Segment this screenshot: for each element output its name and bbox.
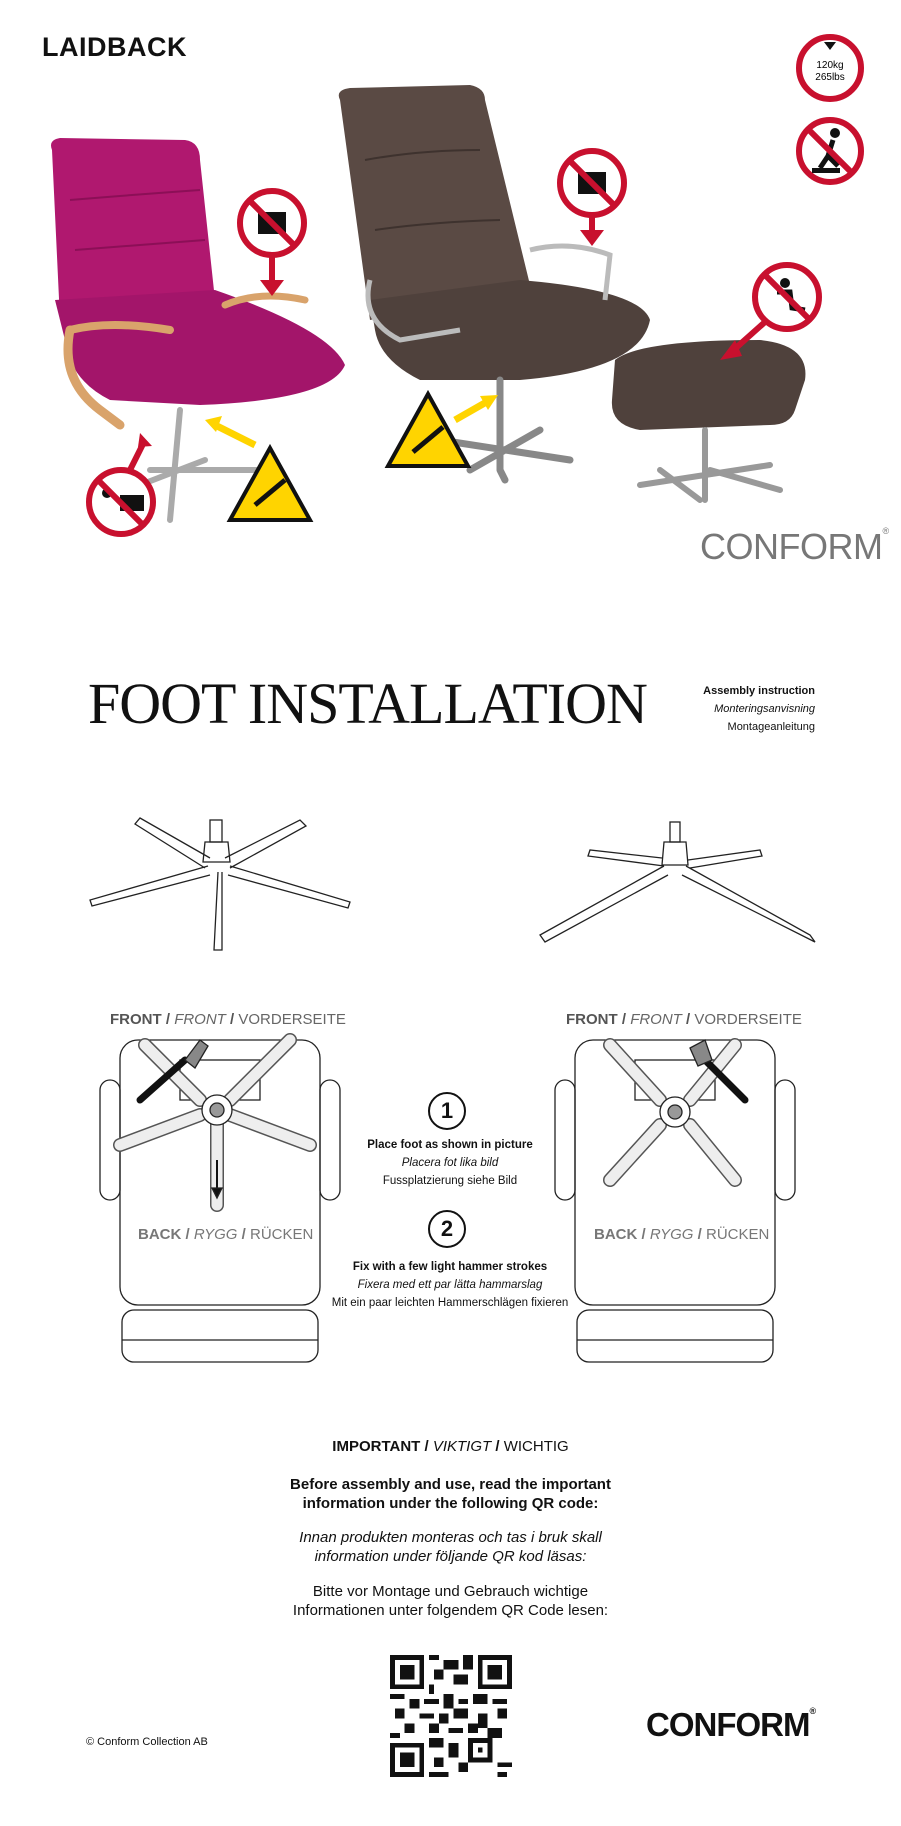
back-label-left (138, 1226, 313, 1243)
info-de (0, 1582, 901, 1620)
front-label-left (110, 1011, 346, 1028)
weight-limit-kg: 120kg (816, 60, 844, 71)
back-en: BACK (138, 1226, 182, 1243)
product-name: LAIDBACK (42, 32, 187, 62)
separator: / (641, 1226, 646, 1243)
front-en: FRONT (566, 1011, 618, 1028)
separator: / (686, 1011, 691, 1028)
separator: / (230, 1011, 235, 1028)
back-en: BACK (594, 1226, 638, 1243)
conform-logo-hero (700, 526, 889, 568)
chair-topview-right (555, 1040, 795, 1362)
info-de-line-2: Informationen unter folgendem QR Code lesen: (292, 1602, 609, 1619)
important-de: WICHTIG (503, 1438, 569, 1455)
star-base-right-illustration (540, 822, 815, 942)
separator: / (424, 1438, 429, 1455)
qr-code[interactable] (390, 1655, 512, 1777)
chair-topview-left (100, 1040, 340, 1362)
step-1-en: Place foot as shown in picture (367, 1139, 533, 1151)
no-lifting-by-armrest-icon (89, 433, 153, 534)
info-sv-line-1: Innan produkten monteras och tas i bruk skall (299, 1529, 602, 1546)
conform-logo-footer (646, 1706, 815, 1744)
separator: / (241, 1226, 246, 1243)
registered-mark: ® (882, 526, 889, 536)
front-sv: FRONT (174, 1011, 226, 1028)
info-sv (0, 1528, 901, 1566)
important-sv: VIKTIGT (432, 1438, 492, 1455)
info-en-line-1: Before assembly and use, read the important (290, 1476, 611, 1493)
info-de-line-1: Bitte vor Montage und Gebrauch wichtige (312, 1583, 589, 1600)
back-sv: RYGG (193, 1226, 238, 1243)
front-label-right (566, 1011, 802, 1028)
pinch-warning-icon (388, 394, 498, 466)
back-de: RÜCKEN (250, 1226, 314, 1243)
separator: / (697, 1226, 702, 1243)
conform-logo-text: CONFORM (700, 526, 883, 567)
back-sv: RYGG (649, 1226, 694, 1243)
step-1-text (300, 1136, 600, 1190)
separator: / (165, 1011, 171, 1028)
separator: / (495, 1438, 500, 1455)
front-de: VORDERSEITE (238, 1011, 346, 1028)
separator: / (621, 1011, 627, 1028)
front-de: VORDERSEITE (694, 1011, 802, 1028)
step-2-de: Mit ein paar leichten Hammerschlägen fixieren (331, 1297, 569, 1309)
separator: / (185, 1226, 190, 1243)
brown-chair-image (339, 85, 650, 480)
step-2-en: Fix with a few light hammer strokes (352, 1261, 548, 1273)
no-standing-icon (799, 120, 861, 182)
subtitle-de: Montageanleitung (727, 721, 815, 733)
subtitle-block (703, 682, 815, 736)
info-en-line-2: information under the following QR code: (302, 1495, 599, 1512)
step-2-number: 2 (428, 1210, 466, 1248)
step-1-de: Fussplatzierung siehe Bild (382, 1175, 518, 1187)
back-de: RÜCKEN (706, 1226, 770, 1243)
important-heading (0, 1438, 901, 1455)
back-label-right (594, 1226, 769, 1243)
hero-illustration (0, 60, 901, 580)
info-en (0, 1475, 901, 1513)
step-1-sv: Placera fot lika bild (401, 1157, 499, 1169)
subtitle-sv: Monteringsanvisning (714, 703, 815, 715)
star-base-left-illustration (90, 818, 350, 950)
front-sv: FRONT (630, 1011, 682, 1028)
pink-chair-image (51, 138, 345, 520)
copyright: © Conform Collection AB (86, 1736, 208, 1748)
conform-logo-text: CONFORM (646, 1706, 810, 1743)
no-heavy-load-icon (240, 191, 304, 296)
step-1-number: 1 (428, 1092, 466, 1130)
important-en: IMPORTANT (332, 1438, 421, 1455)
step-2-sv: Fixera med ett par lätta hammarslag (357, 1279, 543, 1291)
no-heavy-load-icon (560, 151, 624, 246)
subtitle-en: Assembly instruction (703, 685, 815, 697)
page-title: FOOT INSTALLATION (88, 671, 647, 736)
info-sv-line-2: information under följande QR kod läsas: (314, 1548, 587, 1565)
front-en: FRONT (110, 1011, 162, 1028)
registered-mark: ® (809, 1706, 816, 1716)
weight-limit-lbs: 265lbs (815, 72, 845, 83)
ottoman-image (612, 340, 806, 500)
step-2-text (300, 1258, 600, 1312)
